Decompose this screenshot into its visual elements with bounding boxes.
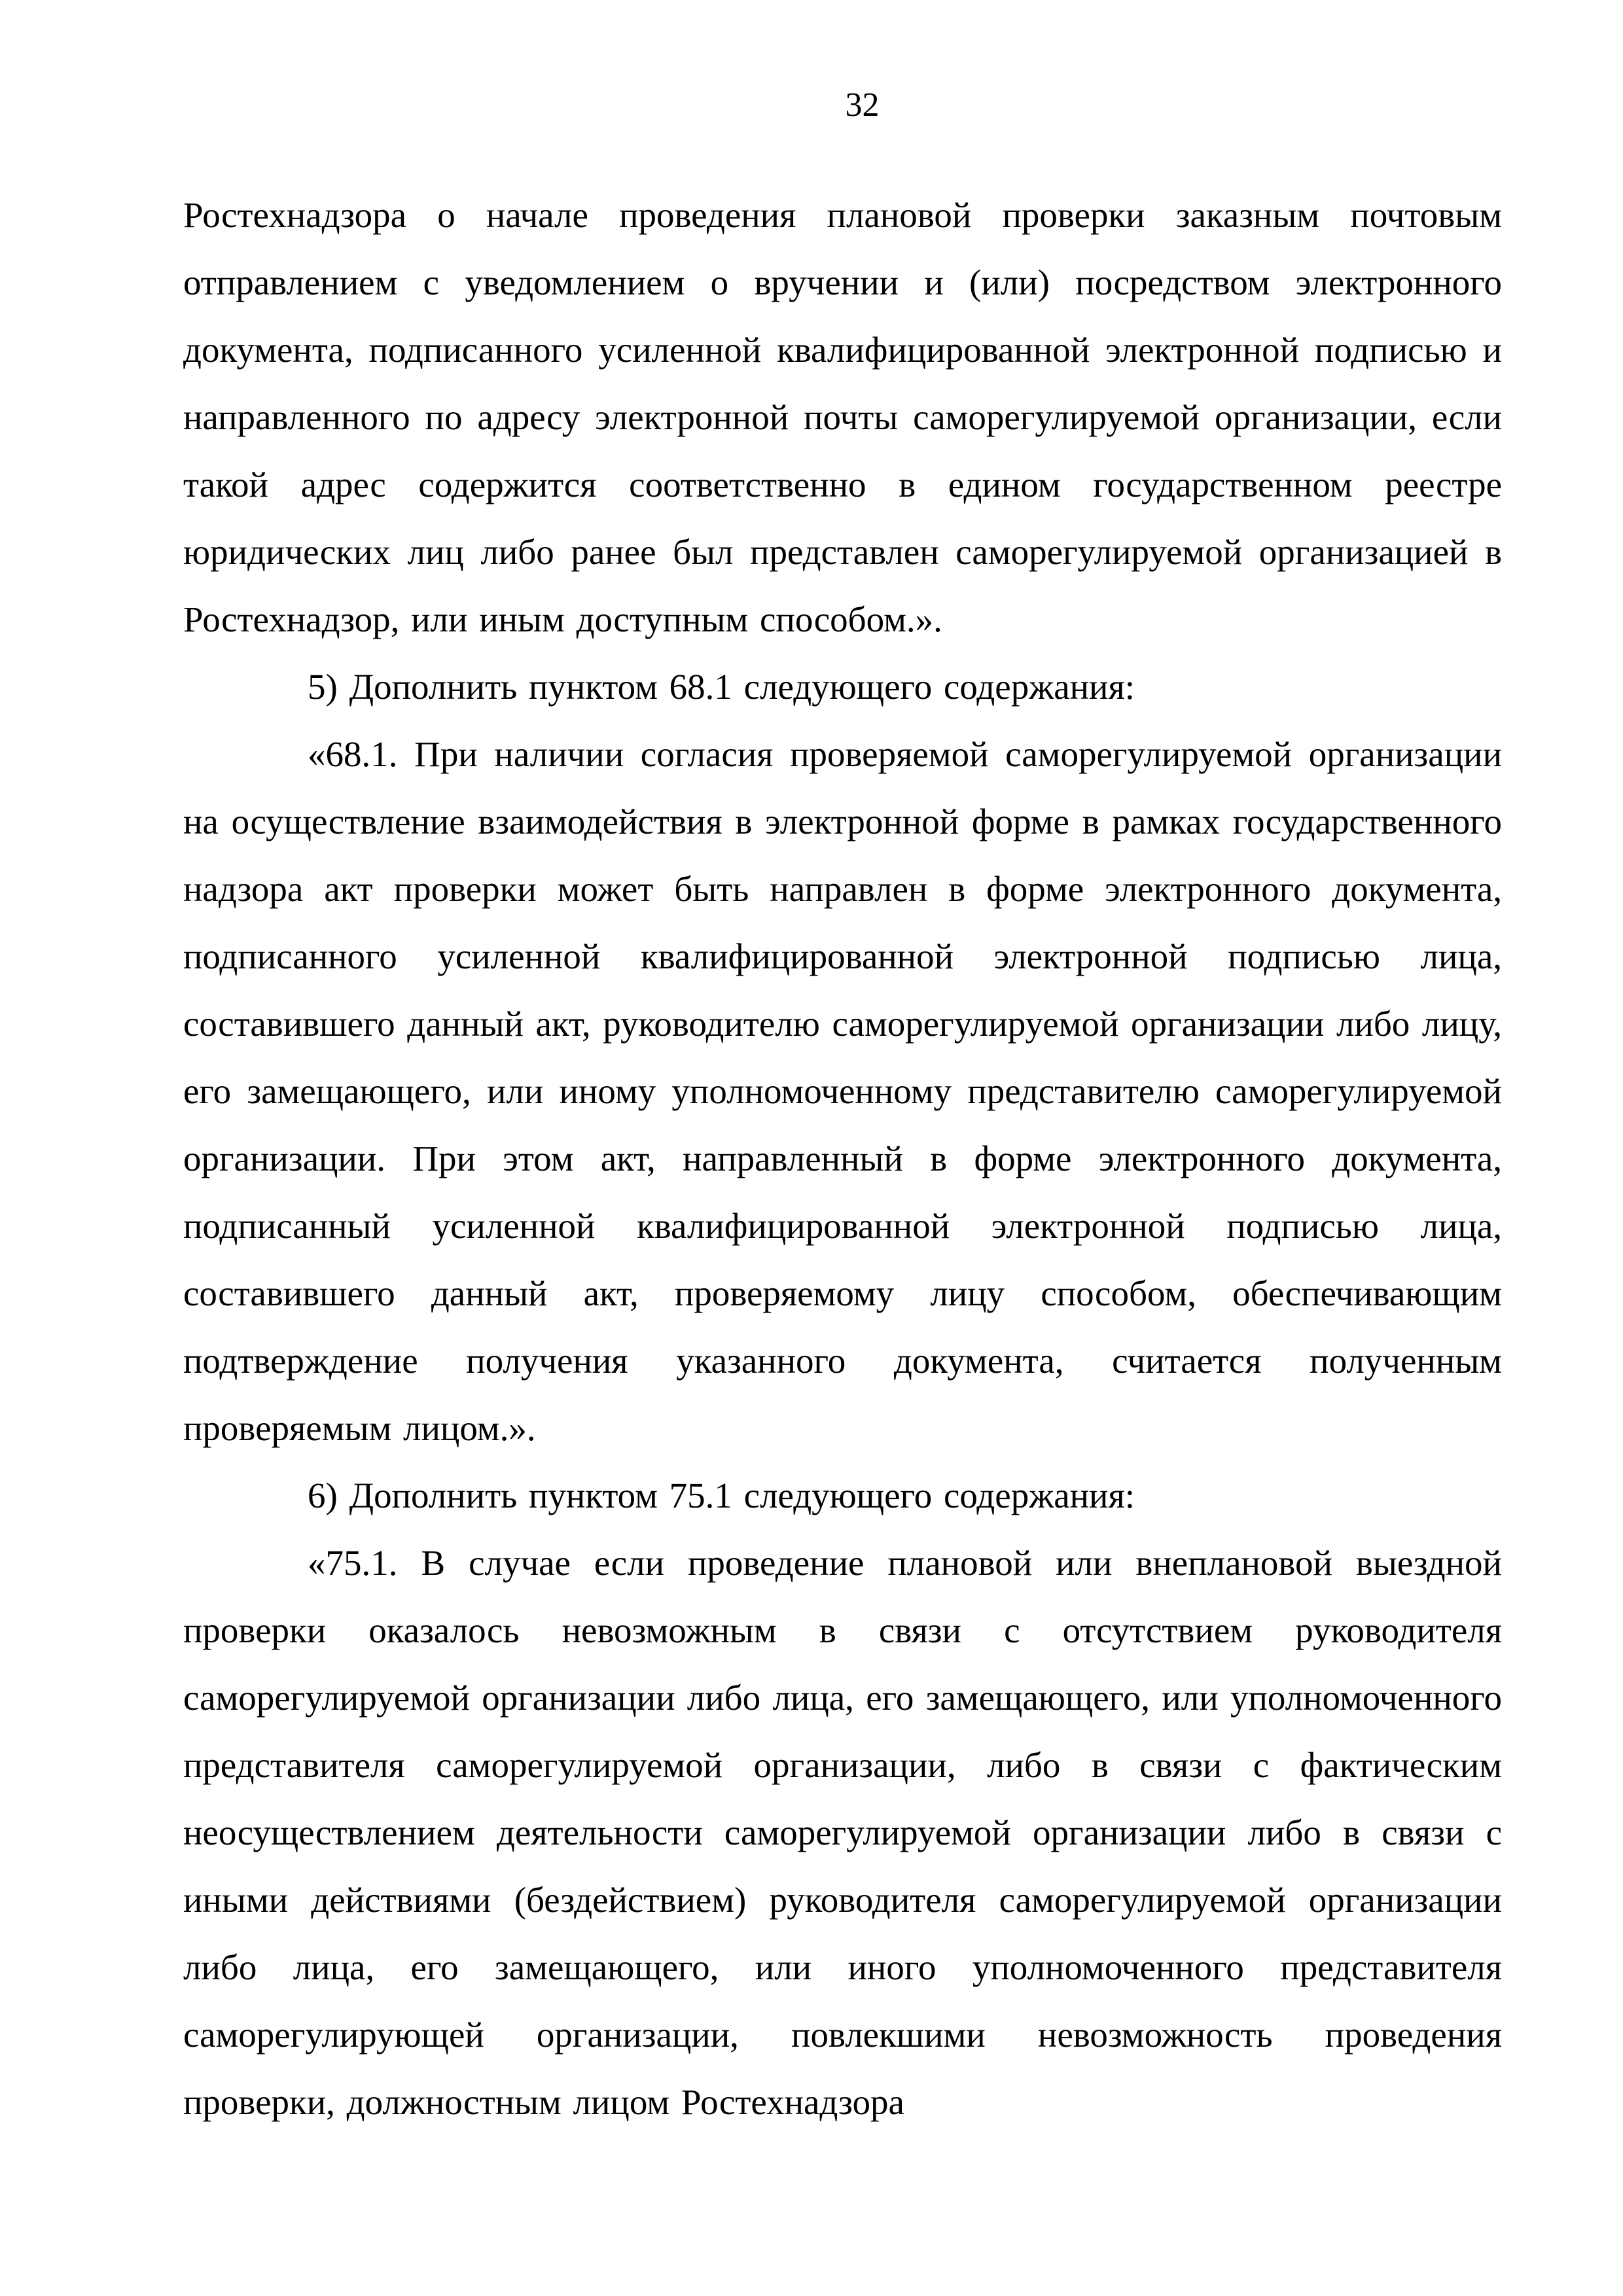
paragraph-item-6: 6) Дополнить пунктом 75.1 следующего содержания: [308,1475,1135,1515]
paragraph-clause-68-1: «68.1. При наличии согласия проверяемой саморегулируемой организации на осуществление взаимодействия в электронной форме в рамках государственного надзора акт проверки может быть направлен в форме электронного документа, подписанного усиленной квалифицированной электронной подписью лица, составившего данный акт, руководителю саморегулируемой организации либо лицу, его замещающего, или иному уполномоченному представителю саморегулируемой организации. При этом акт, направленный в форме электронного документа, подписанный усиленной квалифицированной электронной подписью лица, составившего данный акт, проверяемому лицу способом, обеспечивающим подтверждение получения указанного документа, считается полученным проверяемым лицом.». [183,734,1502,1448]
paragraph-continuation: Ростехнадзора о начале проведения плановой проверки заказным почтовым отправлением с уведомлением о вручении и (или) посредством электронного документа, подписанного усиленной квалифицированной электронной подписью и направленного по адресу электронной почты саморегулируемой организации, если такой адрес содержится соответственно в едином государственном реестре юридических лиц либо ранее был представлен саморегулируемой организацией в Ростехнадзор, или иным доступным способом.». [183,195,1502,639]
document-body [183,181,1502,2136]
paragraph-clause-75-1: «75.1. В случае если проведение плановой или внеплановой выездной проверки оказалось невозможным в связи с отсутствием руководителя саморегулируемой организации либо лица, его замещающего, или уполномоченного представителя саморегулируемой организации, либо в связи с фактическим неосуществлением деятельности саморегулируемой организации либо в связи с иными действиями (бездействием) руководителя саморегулируемой организации либо лица, его замещающего, или иного уполномоченного представителя саморегулирующей организации, повлекшими невозможность проведения проверки, должностным лицом Ростехнадзора [183,1543,1502,2122]
page-number: 32 [845,86,880,124]
paragraph-item-5: 5) Дополнить пунктом 68.1 следующего содержания: [308,667,1135,707]
